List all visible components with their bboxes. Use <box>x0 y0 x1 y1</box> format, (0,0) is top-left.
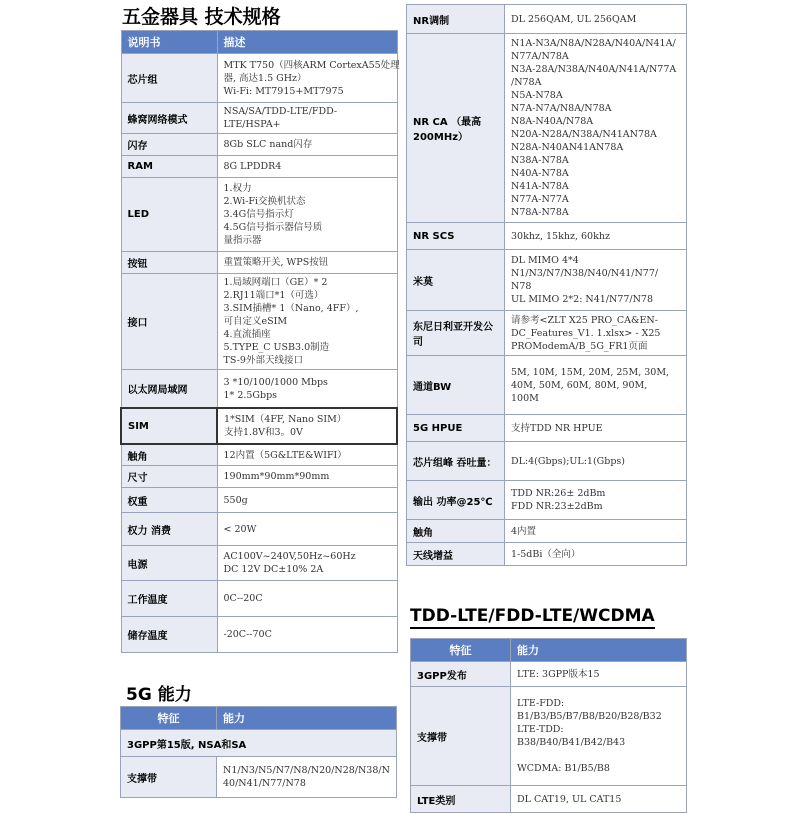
row-value <box>511 687 687 786</box>
value-line: 8Gb SLC nand闪存 <box>223 139 313 150</box>
row-label: 东尼日利亚开发公司 <box>407 311 505 356</box>
value-line: 1.局域网端口（GE）* 2 <box>223 277 328 288</box>
value-line: PROModemA/B_5G_FR1页面 <box>511 340 648 352</box>
value-line: N78 <box>511 281 532 292</box>
nr-table <box>406 4 687 566</box>
value-line: LTE-TDD: <box>517 724 564 735</box>
row-label: 工作温度 <box>121 581 217 617</box>
value-line: 1-5dBi（全向） <box>511 548 581 560</box>
value-line: N78A-N78A <box>511 207 569 218</box>
table-row <box>121 757 397 798</box>
value-line: N3A-28A/N38A/N40A/N41A/N77A <box>511 64 677 75</box>
row-value <box>505 250 687 311</box>
table-row <box>407 543 687 566</box>
row-value <box>505 442 687 481</box>
row-label: 权力 消费 <box>121 513 217 546</box>
section-title-lte: TDD-LTE/FDD-LTE/WCDMA <box>410 606 655 629</box>
table-row <box>407 356 687 415</box>
table-row <box>407 520 687 543</box>
value-line: 重置策略开关, WPS按钮 <box>223 257 329 268</box>
row-label: 电源 <box>121 546 217 581</box>
table-row <box>411 687 687 786</box>
value-line: 30khz, 15khz, 60khz <box>511 230 610 242</box>
row-value <box>505 520 687 543</box>
release-cell: 3GPP第15版, NSA和SA <box>121 730 397 757</box>
value-line: 4内置 <box>511 525 537 537</box>
value-line: N7A-N7A/N8A/N78A <box>511 103 612 114</box>
g5-table <box>120 706 397 798</box>
value-line: N77A/N78A <box>511 51 569 62</box>
value-line: 3.4G信号指示灯 <box>223 209 294 220</box>
row-label: SIM <box>121 408 217 444</box>
table-row <box>121 488 397 513</box>
value-line: 2.Wi-Fi交换机状态 <box>223 196 306 207</box>
table-row <box>407 223 687 250</box>
row-label: 支撑带 <box>121 757 217 798</box>
value-line: 4.5G信号指示器信号质 <box>223 222 323 233</box>
value-line: WCDMA: B1/B5/B8 <box>517 763 610 774</box>
table-row <box>407 415 687 442</box>
table-row <box>121 370 397 409</box>
row-value <box>217 252 397 274</box>
row-label: NR SCS <box>407 223 505 250</box>
value-line: N1/N3/N5/N7/N8/N20/N28/N38/N <box>223 765 390 776</box>
value-line: MTK T750（四核ARM CortexA55处理 <box>223 59 400 71</box>
value-line: 190mm*90mm*90mm <box>223 471 330 482</box>
value-line: 4.直流插座 <box>223 329 271 340</box>
row-label: 蜂窝网络模式 <box>121 103 217 134</box>
row-label: 支撑带 <box>411 687 511 786</box>
row-label: 尺寸 <box>121 466 217 488</box>
value-line: 支持1.8V和3。0V <box>224 427 303 438</box>
value-line: 1*SIM（4FF, Nano SIM） <box>224 414 347 425</box>
row-label: LED <box>121 178 217 252</box>
value-line: N20A-N28A/N38A/N41AN78A <box>511 129 657 140</box>
value-line: N77A-N77A <box>511 194 569 205</box>
value-line: N8A-N40A/N78A <box>511 116 594 127</box>
lte-table <box>410 638 687 813</box>
spec-table <box>120 30 398 653</box>
row-value <box>217 444 397 466</box>
row-value <box>217 488 397 513</box>
value-line: TDD NR:26± 2dBm <box>511 488 606 499</box>
row-label: 芯片组峰 吞吐量： <box>407 442 505 481</box>
value-line: 3 *10/100/1000 Mbps <box>223 376 328 388</box>
value-line: N40A-N78A <box>511 168 569 179</box>
row-label: 闪存 <box>121 134 217 156</box>
row-value <box>505 311 687 356</box>
table-row <box>411 662 687 687</box>
value-line: /N78A <box>511 77 542 88</box>
row-label: 储存温度 <box>121 617 217 653</box>
row-label: 5G HPUE <box>407 415 505 442</box>
value-line: B38/B40/B41/B42/B43 <box>517 737 626 748</box>
value-line: N1A-N3A/N8A/N28A/N40A/N41A/ <box>511 38 676 49</box>
value-line: 器, 高达1.5 GHz） <box>223 72 307 84</box>
row-label: NR调制 <box>407 5 505 34</box>
value-line: LTE/HSPA+ <box>223 119 281 130</box>
table-row <box>121 274 397 370</box>
row-label: NR CA （最高200MHz） <box>407 34 505 223</box>
value-line: N5A-N78A <box>511 90 563 101</box>
row-label: 接口 <box>121 274 217 370</box>
row-value <box>505 415 687 442</box>
row-value <box>217 156 397 178</box>
value-line: < 20W <box>223 523 257 535</box>
g5-header-value: 能力 <box>217 707 397 730</box>
row-value <box>217 408 397 444</box>
row-value <box>217 274 397 370</box>
table-row <box>121 178 397 252</box>
value-line: 可自定义eSIM <box>223 316 288 327</box>
lte-header-key: 特征 <box>411 639 511 662</box>
table-row <box>121 408 397 444</box>
value-line: 0C--20C <box>223 593 263 604</box>
table-row <box>121 617 397 653</box>
row-value <box>217 103 397 134</box>
row-value <box>217 546 397 581</box>
value-line: N41A-N78A <box>511 181 569 192</box>
row-value <box>217 466 397 488</box>
row-value <box>505 481 687 520</box>
value-line: 请参考<ZLT X25 PRO_CA&EN- <box>511 314 658 326</box>
row-value <box>217 617 397 653</box>
row-label: 以太网局域网 <box>121 370 217 409</box>
value-line: 12内置（5G&LTE&WIFI） <box>223 449 347 461</box>
value-line: 40M, 50M, 60M, 80M, 90M, <box>511 379 648 391</box>
spec-header-key: 说明书 <box>121 31 217 54</box>
value-line: N28A-N40AN41AN78A <box>511 142 624 153</box>
row-label: 芯片组 <box>121 54 217 103</box>
value-line: N1/N3/N7/N38/N40/N41/N77/ <box>511 268 659 279</box>
row-label: 输出 功率@25℃ <box>407 481 505 520</box>
page-title: 五金器具 技术规格 <box>122 6 281 28</box>
table-row <box>121 466 397 488</box>
value-line: NSA/SA/TDD-LTE/FDD- <box>223 106 338 117</box>
row-label: 触角 <box>121 444 217 466</box>
value-line: AC100V~240V,50Hz~60Hz <box>223 551 356 562</box>
value-line: N38A-N78A <box>511 155 569 166</box>
table-row <box>121 103 397 134</box>
row-label: RAM <box>121 156 217 178</box>
row-value <box>505 356 687 415</box>
row-value <box>217 178 397 252</box>
table-row <box>407 311 687 356</box>
row-value <box>505 223 687 250</box>
row-label: LTE类别 <box>411 786 511 813</box>
row-label: 3GPP发布 <box>411 662 511 687</box>
lte-header-value: 能力 <box>511 639 687 662</box>
table-row <box>407 481 687 520</box>
spec-header-value: 描述 <box>217 31 397 54</box>
row-value <box>505 5 687 34</box>
value-line: 支持TDD NR HPUE <box>511 422 603 434</box>
row-label: 触角 <box>407 520 505 543</box>
value-line: UL MIMO 2*2: N41/N77/N78 <box>511 294 654 305</box>
row-label: 米莫 <box>407 250 505 311</box>
table-row <box>121 54 397 103</box>
value-line: Wi-Fi: MT7915+MT7975 <box>223 85 344 97</box>
table-row <box>407 250 687 311</box>
table-row <box>407 5 687 34</box>
table-row <box>121 134 397 156</box>
value-line: B1/B3/B5/B7/B8/B20/B28/B32 <box>517 711 662 722</box>
value-line: 5.TYPE_C USB3.0制造 <box>223 342 330 353</box>
table-row <box>121 444 397 466</box>
value-line: FDD NR:23±2dBm <box>511 501 603 512</box>
value-line: DL:4(Gbps);UL:1(Gbps) <box>511 455 626 467</box>
value-line: DC_Features_V1. 1.xlsx> - X25 <box>511 327 661 339</box>
value-line: 100M <box>511 392 539 404</box>
value-line: DC 12V DC±10% 2A <box>223 564 324 575</box>
table-row <box>121 581 397 617</box>
row-value <box>217 513 397 546</box>
row-value <box>505 34 687 223</box>
value-line: 3.SIM插槽* 1（Nano, 4FF）, <box>223 303 359 314</box>
row-label: 按钮 <box>121 252 217 274</box>
row-label: 通道BW <box>407 356 505 415</box>
table-row <box>121 730 397 757</box>
value-line <box>517 749 680 762</box>
row-label: 权重 <box>121 488 217 513</box>
value-line: 1* 2.5Gbps <box>223 389 278 401</box>
value-line: 8G LPDDR4 <box>223 161 282 172</box>
value-line: 5M, 10M, 15M, 20M, 25M, 30M, <box>511 366 670 378</box>
row-value <box>511 662 687 687</box>
value-line: -20C--70C <box>223 629 272 640</box>
row-value <box>217 370 397 409</box>
value-line: 40/N41/N77/N78 <box>223 778 306 789</box>
table-row <box>121 513 397 546</box>
value-line: 2.RJ11端口*1（可选） <box>223 290 324 301</box>
row-value <box>217 757 397 798</box>
value-line: LTE: 3GPP版本15 <box>517 668 600 680</box>
table-row <box>121 546 397 581</box>
value-line: DL 256QAM, UL 256QAM <box>511 13 637 25</box>
value-line: 量指示器 <box>223 235 262 246</box>
value-line: TS-9外部天线接口 <box>223 355 303 366</box>
table-row <box>121 156 397 178</box>
table-row <box>407 34 687 223</box>
row-value <box>511 786 687 813</box>
value-line: DL MIMO 4*4 <box>511 255 579 266</box>
value-line: 550g <box>223 494 248 506</box>
table-row <box>407 442 687 481</box>
value-line: 1.权力 <box>223 183 252 194</box>
row-label: 天线增益 <box>407 543 505 566</box>
value-line: DL CAT19, UL CAT15 <box>517 793 622 805</box>
row-value <box>217 54 400 103</box>
table-row <box>121 252 397 274</box>
row-value <box>217 134 397 156</box>
section-title-5g: 5G 能力 <box>126 685 192 705</box>
value-line: LTE-FDD: <box>517 698 565 709</box>
g5-header-key: 特征 <box>121 707 217 730</box>
table-row <box>411 786 687 813</box>
row-value <box>217 581 397 617</box>
row-value <box>505 543 687 566</box>
